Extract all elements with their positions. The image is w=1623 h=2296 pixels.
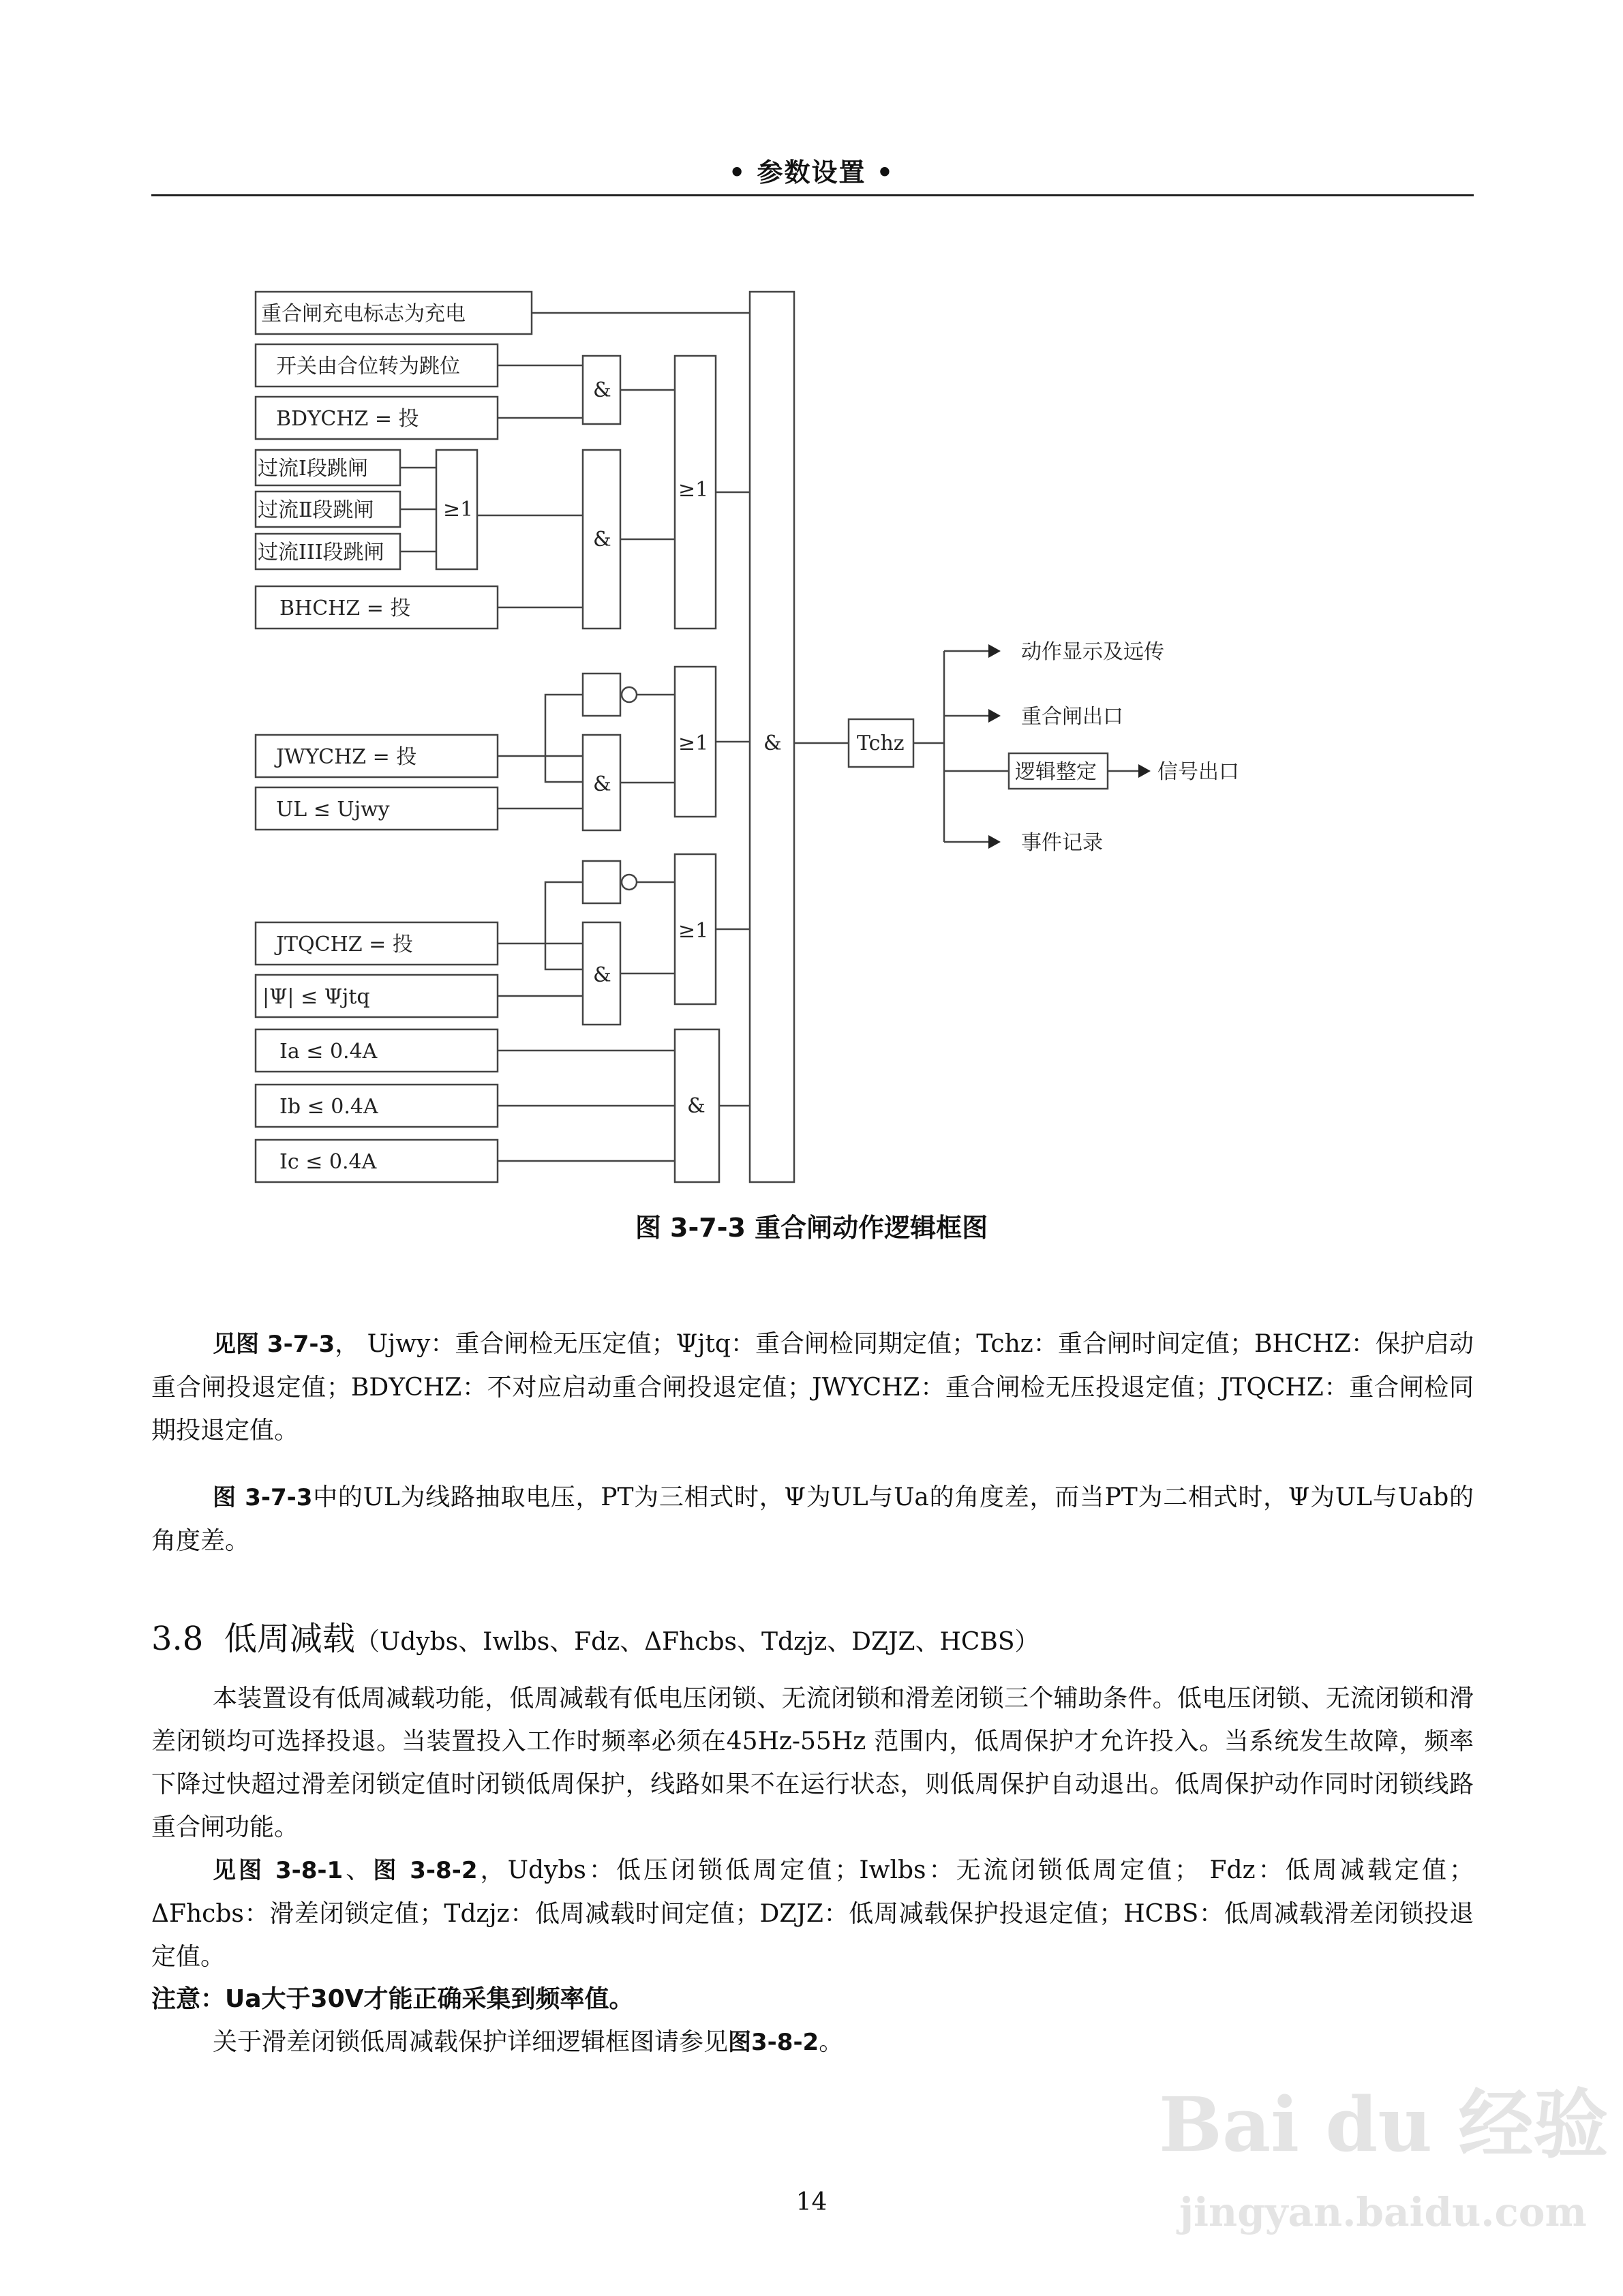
figure-caption: 图 3-7-3 重合闸动作逻辑框图 xyxy=(635,1213,988,1243)
gate-label-and-2: & xyxy=(593,528,611,552)
timer-label: Tchz xyxy=(857,731,905,755)
baidu-watermark xyxy=(1152,2069,1609,2246)
paragraph-text: 中的UL为线路抽取电压，PT为三相式时，Ψ为UL与Ua的角度差，而当PT为二相式时，Ψ为UL与Uab的角度差。 xyxy=(151,1483,1474,1555)
label-switch-change: 开关由合位转为跳位 xyxy=(276,354,460,378)
note-text: 注意：Ua大于30V才能正确采集到频率值。 xyxy=(151,1985,634,2013)
note xyxy=(151,1978,1474,2021)
paragraph-text: 关于滑差闭锁低周减载保护详细逻辑框图请参见 xyxy=(213,2028,729,2056)
page-header-title: • 参数设置 • xyxy=(728,157,895,187)
label-ic: Ic ≤ 0.4A xyxy=(279,1150,377,1174)
paragraph-see-figure xyxy=(151,2021,1474,2064)
label-ia: Ia ≤ 0.4A xyxy=(279,1040,378,1063)
inverter-jwy xyxy=(622,687,637,702)
figure-ref: 图 3-8-2 xyxy=(373,1857,478,1884)
label-jwychz: JWYCHZ = 投 xyxy=(276,745,417,769)
watermark-brand: Bai du 经验 xyxy=(1159,2081,1609,2169)
gate-label-and-3: & xyxy=(593,772,611,796)
watermark-url: jingyan.baidu.com xyxy=(1179,2189,1587,2235)
output-arrows xyxy=(988,644,1151,849)
logic-setting-label: 逻辑整定 xyxy=(1015,760,1097,784)
gate-label-or-1: ≥1 xyxy=(678,478,709,502)
label-oc3: 过流III段跳闸 xyxy=(258,541,384,564)
output-display: 动作显示及远传 xyxy=(1021,640,1164,664)
label-bhchz: BHCHZ = 投 xyxy=(279,596,411,620)
section-title: 低周减载 xyxy=(224,1620,355,1658)
paragraph-ul-note xyxy=(151,1476,1474,1562)
paragraph-underfreq-intro: 本装置设有低周减载功能，低周减载有低电压闭锁、无流闭锁和滑差闭锁三个辅助条件。低电压闭锁、无流闭锁和滑差闭锁均可选择投退。当装置投入工作时频率必须在45Hz-55Hz 范围内，低周保护才允许投入。当系统发生故障，频率下降过快超过滑差闭锁定值时闭锁低周保护，线路如果不在运行状态，则低周保护自动退出。低周保护动作同时闭锁线路重合闸功能。 xyxy=(151,1685,1474,1841)
gate-not-jtq xyxy=(583,861,620,903)
paragraph-end: 。 xyxy=(819,2028,844,2056)
label-ib: Ib ≤ 0.4A xyxy=(279,1095,378,1119)
figure-ref: 见图 3-8-1 xyxy=(213,1857,344,1884)
label-bdychz: BDYCHZ = 投 xyxy=(276,407,419,431)
section-params: （Udybs、Iwlbs、Fdz、ΔFhcbs、Tdzjz、DZJZ、HCBS） xyxy=(354,1628,1040,1656)
label-psi: |Ψ| ≤ Ψjtq xyxy=(262,985,370,1009)
separator: 、 xyxy=(343,1856,374,1884)
paragraph-underfreq-params xyxy=(151,1849,1474,1978)
gate-label-and-4: & xyxy=(593,963,611,987)
label-oc2: 过流Ⅱ段跳闸 xyxy=(258,498,374,522)
gate-label-or-2: ≥1 xyxy=(678,731,709,755)
gate-label-or-oc: ≥1 xyxy=(443,498,474,522)
figure-ref: 图3-8-2 xyxy=(728,2029,819,2056)
figure-ref: 图 3-7-3 xyxy=(213,1484,313,1511)
page-number: 14 xyxy=(795,2188,828,2216)
section-number: 3.8 xyxy=(151,1620,204,1658)
label-jtqchz: JTQCHZ = 投 xyxy=(276,933,413,956)
gate-label-and-current: & xyxy=(687,1094,706,1118)
output-signal: 信号出口 xyxy=(1157,760,1239,784)
label-ul: UL ≤ Ujwy xyxy=(276,798,390,821)
paragraph-definitions xyxy=(151,1323,1474,1452)
gate-not-jwy xyxy=(583,674,620,716)
output-event-record: 事件记录 xyxy=(1021,831,1103,855)
section-heading xyxy=(151,1612,1040,1659)
figure-ref: 见图 3-7-3 xyxy=(213,1331,335,1358)
gate-label-and-1: & xyxy=(593,378,611,402)
label-charge-flag: 重合闸充电标志为充电 xyxy=(261,302,466,326)
gate-label-and-main: & xyxy=(763,731,782,755)
paragraph-text: ，Udybs：低压闭锁低周定值；Iwlbs：无流闭锁低周定值； Fdz：低周减载定值；ΔFhcbs：滑差闭锁定值；Tdzjz：低周减载时间定值；DZJZ：低周减载保护投退定值；HCBS：低周减载滑差闭锁投退定值。 xyxy=(151,1856,1474,1971)
output-reclose: 重合闸出口 xyxy=(1021,705,1123,729)
gate-label-or-3: ≥1 xyxy=(678,919,709,943)
paragraph-text: ， Ujwy：重合闸检无压定值；Ψjtq：重合闸检同期定值；Tchz：重合闸时间定值；BHCHZ：保护启动重合闸投退定值；BDYCHZ：不对应启动重合闸投退定值；JWYCHZ：重合闸检无压投退定值；JTQCHZ：重合闸检同期投退定值。 xyxy=(151,1330,1474,1445)
label-oc1: 过流Ⅰ段跳闸 xyxy=(258,457,368,481)
inverter-jtq xyxy=(622,875,637,890)
